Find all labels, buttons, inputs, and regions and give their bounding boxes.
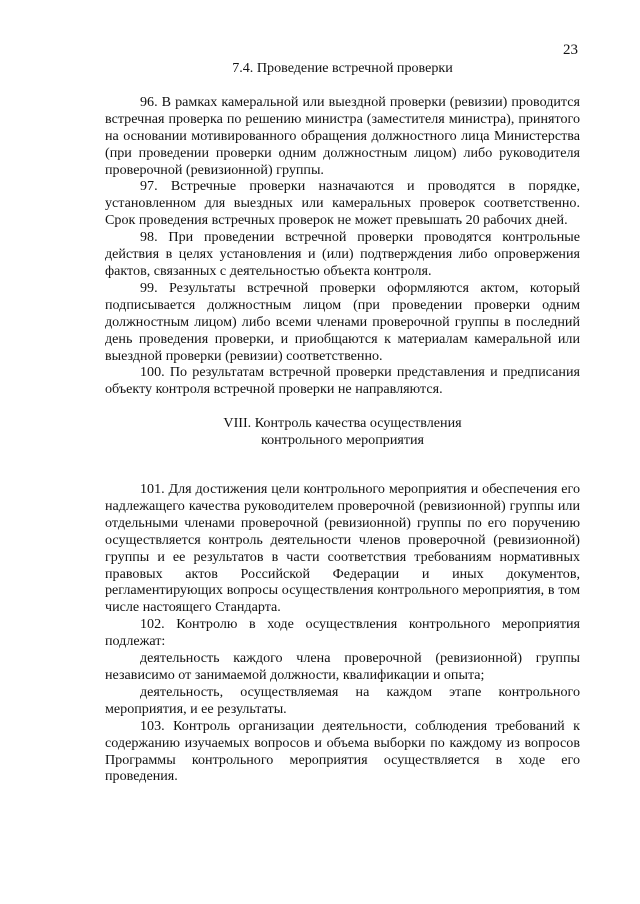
paragraph-100: 100. По результатам встречной проверки представления и предписания объекту контроля встречной проверки не направляются.	[105, 364, 580, 398]
paragraph-96: 96. В рамках камеральной или выездной проверки (ревизии) проводится встречная проверка по решению министра (заместителя министра), принятого на основании мотивированного обращения должностного лица Министерства (при проведении проверки одним должностным лицом) либо руководителя проверочной (ревизионной) группы.	[105, 93, 580, 178]
page-content	[105, 60, 580, 785]
paragraph-98: 98. При проведении встречной проверки проводятся контрольные действия в целях установления и (или) подтверждения либо опровержения фактов, связанных с деятельностью объекта контроля.	[105, 229, 580, 279]
section-8-heading	[105, 415, 580, 449]
paragraph-97: 97. Встречные проверки назначаются и проводятся в порядке, установленном для выездных или камеральных проверок соответственно. Срок проведения встречных проверок не может превышать 20 рабочих дней.	[105, 178, 580, 229]
paragraph-99: 99. Результаты встречной проверки оформляются актом, который подписывается должностным лицом (при проведении проверки одним должностным лицом) либо всеми членами проверочной группы в последний день проведения проверки, и приобщаются к материалам камеральной или выездной проверки (ревизии) соответственно.	[105, 279, 580, 364]
paragraph-103: 103. Контроль организации деятельности, соблюдения требований к содержанию изучаемых вопросов и объема выборки по каждому из вопросов Программы контрольного мероприятия осуществляется в ходе его проведения.	[105, 717, 580, 785]
section-8-heading-line1: VIII. Контроль качества осуществления	[223, 415, 462, 432]
page-number: 23	[563, 42, 578, 58]
section-8-heading-line2: контрольного мероприятия	[260, 432, 425, 449]
paragraph-102-item-2: деятельность, осуществляемая на каждом этапе контрольного мероприятия, и ее результаты.	[105, 683, 580, 717]
paragraph-102: 102. Контролю в ходе осуществления контрольного мероприятия подлежат:	[105, 616, 580, 650]
paragraph-101: 101. Для достижения цели контрольного мероприятия и обеспечения его надлежащего качества руководителем проверочной (ревизионной) группы или отдельными членами проверочной (ревизионной) группы по его поручению осуществляется контроль деятельности членов проверочной (ревизионной) группы и ее результатов в части соответствия требованиям нормативных правовых актов Российской Федерации и иных документов, регламентирующих вопросы осуществления контрольного мероприятия, в том числе настоящего Стандарта.	[105, 481, 580, 616]
section-7-4-heading: 7.4. Проведение встречной проверки	[232, 60, 453, 76]
paragraph-102-item-1: деятельность каждого члена проверочной (ревизионной) группы независимо от занимаемой должности, квалификации и опыта;	[105, 650, 580, 683]
